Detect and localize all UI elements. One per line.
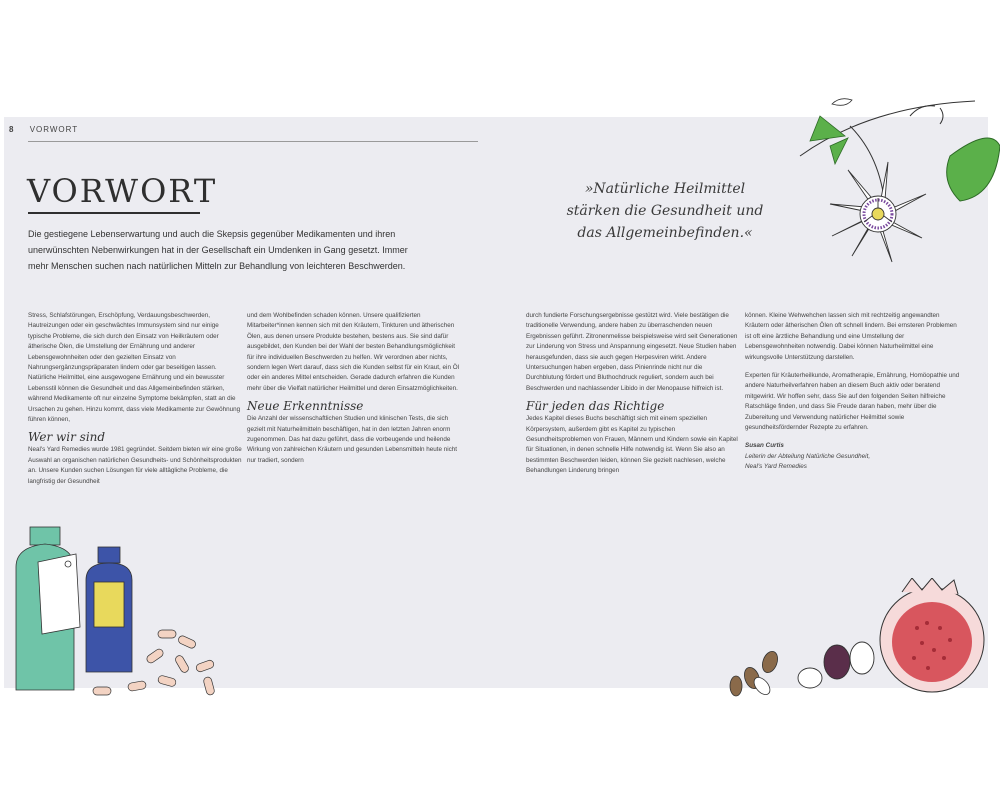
text-column-2	[247, 311, 462, 466]
text-column-4	[745, 311, 960, 473]
body-paragraph: Neal's Yard Remedies wurde 1981 gegründet. Seitdem bieten wir eine große Auswahl an organischen natürlichen Gesundheits- und Schönheitsprodukten an. Unsere Kunden suchen Lösungen für viele alltägliche Probleme, die langfristig der Gesundheit	[28, 446, 242, 485]
text-column-1	[28, 311, 243, 487]
body-paragraph: können. Kleine Wehwehchen lassen sich mit rechtzeitig angewandten Kräutern oder ätherischen Ölen oft schnell lindern. Bei ernsteren Problemen ist oft eine ärztliche Behandlung und eine Umstellung der Lebensgewohnheiten notwendig. Dabei können Naturheilmittel eine wirkungsvolle Unterstützung darstellen.	[745, 312, 957, 361]
header-divider	[28, 141, 478, 142]
signature-company: Neal's Yard Remedies	[745, 463, 807, 471]
page-number: 8	[9, 125, 15, 134]
signature-name: Susan Curtis	[745, 442, 784, 450]
body-paragraph: Jedes Kapitel dieses Buchs beschäftigt sich mit einem speziellen Körpersystem, außerdem gibt es Kapitel zu typischen Gesundheitsproblemen von Frauen, Männern und Kindern sowie ein Kapitel für Situationen, in denen schnelle Hilfe notwendig ist. Wenn Sie also an bestimmten Beschwerden leiden, können Sie gezielt nachlesen, welche Behandlungen Linderung bringen	[526, 415, 738, 475]
subheading-neue-erkenntnisse: Neue Erkenntnisse	[247, 399, 364, 414]
body-paragraph: Stress, Schlafstörungen, Erschöpfung, Verdauungsbeschwerden, Hautreizungen oder ein geschwächtes Immunsystem sind nur einige typische Probleme, die sich durch den Einsatz von Heilkräutern oder ätherische Ölen, die Umstellung der Ernährung und anderer Lebensgewohnheiten oder den gezielten Einsatz von Nahrungsergänzungspräparaten lindern oder gar beseitigen lassen. Natürliche Heilmittel, eine ausgewogene Ernährung und ein bewusster Lebensstil können die Gesundheit und das Allgemeinbefinden stärken, während Medikamente oft nur einzelne Symptome bekämpfen, statt an die Ursachen zu gehen. Hinzu kommt, dass viele Medikamente zur Gewöhnung führen können,	[28, 312, 241, 424]
text-column-3	[526, 311, 741, 477]
passion-flower-icon	[790, 96, 1000, 271]
body-paragraph: und dem Wohlbefinden schaden können. Unsere qualifizierten Mitarbeiter*innen kennen sich mit den Kräutern, Tinkturen und ätherischen Ölen, aus denen unsere Produkte bestehen, bestens aus. Sie sind dafür ausgebildet, den Kunden bei der Wahl der besten Behandlungsmöglichkeit für ihre individuellen Beschwerden zu helfen. Wir verordnen aber nichts, sondern legen Wert darauf, dass sich die Kunden selbst für ein Kraut, ein Öl oder ein anderes Mittel entscheiden. Gerade dadurch erfahren die Kunden mehr über die Vielfalt natürlicher Heilmittel und deren Einsatzmöglichkeiten.	[247, 312, 460, 392]
medicine-bottles-and-pills-icon	[8, 522, 230, 700]
page-title: VORWORT	[27, 172, 218, 210]
signature-role: Leiterin der Abteilung Natürliche Gesundheit,	[745, 452, 871, 460]
subheading-wer-wir-sind: Wer wir sind	[28, 430, 106, 445]
intro-paragraph: Die gestiegene Lebenserwartung und auch die Skepsis gegenüber Medikamenten und ihren unerwünschten Nebenwirkungen hat in der Gesellschaft ein Umdenken in Gang gesetzt. Immer mehr Menschen suchen nach natürlichen Mitteln zur Behandlung von leichteren Beschwerden.	[28, 229, 408, 271]
page-header	[9, 125, 78, 134]
section-label: VORWORT	[29, 125, 79, 134]
body-paragraph: durch fundierte Forschungsergebnisse gestützt wird. Viele bestätigen die traditionelle Verwendung, andere haben zu überraschenden neuen Ergebnissen geführt. Zitronenmelisse beispielsweise wird seit Generationen zur Linderung von Stress und Anspannung eingesetzt. Neue Studien haben herausgefunden, dass sie auch gegen Herpesviren wirkt. Andere Untersuchungen haben ergeben, dass Pinienrinde nicht nur die Durchblutung fördert und Bluthochdruck reguliert, sondern auch bei Beschwerden und nachlassender Libido in der Menopause hilfreich ist.	[526, 312, 738, 392]
subheading-fuer-jeden-das-richtige: Für jeden das Richtige	[526, 399, 665, 414]
body-paragraph: Experten für Kräuterheilkunde, Aromatherapie, Ernährung, Homöopathie und andere Naturheilverfahren haben an diesem Buch aktiv oder beratend mitgewirkt. Wir hoffen sehr, dass Sie auf den folgenden Seiten hilfreiche Ratschläge finden, und dass Sie Freude daran haben, mehr über die Zubereitung und Verwendung natürlicher Heilmittel sowie gesundheitsfördernder Rezepte zu erfahren.	[745, 372, 960, 432]
body-paragraph: Die Anzahl der wissenschaftlichen Studien und klinischen Tests, die sich gezielt mit Naturheilmitteln beschäftigen, hat in den letzten Jahren enorm zugenommen. Das hat dazu geführt, dass die vorbeugende und heilende Wirkung von zahlreichen Kräutern und gesunden Lebensmitteln heute nicht nur tradiert, sondern	[247, 415, 458, 464]
title-underline	[28, 212, 200, 214]
pomegranate-and-berries-icon	[722, 578, 988, 698]
pull-quote: »Natürliche Heilmittel stärken die Gesundheit und das Allgemeinbefinden.«	[566, 181, 764, 241]
